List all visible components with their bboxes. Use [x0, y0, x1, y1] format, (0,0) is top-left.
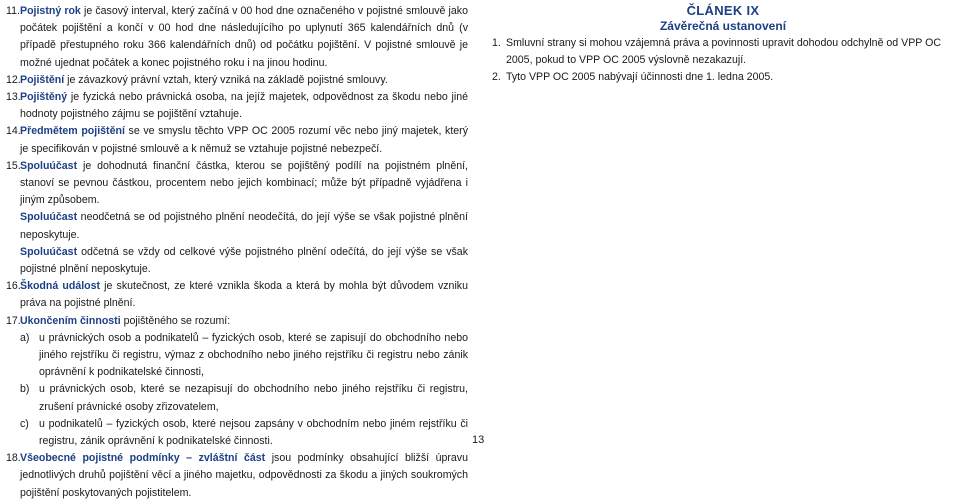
- defined-term: Spoluúčast: [20, 211, 78, 224]
- defined-term: Spoluúčast: [20, 245, 78, 258]
- final-provision-1: [492, 35, 954, 69]
- article-heading: [492, 3, 954, 34]
- definition-13: [6, 89, 468, 123]
- definition-text: je dohodnutá finanční částka, kterou se pojištěný podílí na pojistném plnění, stanoví se pevnou částkou, procentem nebo jejich kombinací; může být případně vyjádřena i jiným způsobem.: [20, 159, 468, 207]
- definition-17-c: [6, 416, 468, 450]
- definition-17: [6, 313, 468, 330]
- definition-15: [6, 158, 468, 210]
- paragraph-number: 17.: [6, 314, 21, 327]
- defined-term: Spoluúčast: [20, 159, 78, 172]
- article-title: ČLÁNEK IX: [686, 3, 760, 18]
- paragraph-number: 13.: [6, 91, 21, 104]
- definition-16: [6, 278, 468, 312]
- definition-text: je skutečnost, ze které vznikla škoda a která by mohla být důvodem vzniku práva na pojistné plnění.: [20, 280, 468, 310]
- defined-term: Pojištěný: [20, 91, 68, 104]
- defined-term: Ukončením činnosti: [20, 314, 121, 327]
- item-text: Tyto VPP OC 2005 nabývají účinnosti dne 1. ledna 2005.: [506, 71, 774, 84]
- item-text: Smluvní strany si mohou vzájemná práva a povinnosti upravit dohodou odchylně od VPP OC 2005, pokud to VPP OC 2005 výslovně nezakazují.: [506, 37, 941, 67]
- definition-18: [6, 450, 468, 502]
- item-number: 2.: [492, 71, 501, 84]
- paragraph-number: 14.: [6, 125, 21, 138]
- sub-item-text: u právnických osob, které se nezapisují do obchodního nebo jiného rejstříku či registru, zrušení právnické osoby zřizovatelem,: [39, 383, 468, 413]
- sub-item-label: b): [20, 383, 30, 396]
- definition-17-a: [6, 330, 468, 382]
- definition-text: jsou podmínky obsahující bližší úpravu jednotlivých druhů pojištění věcí a jiného majetku, odpovědnosti za škodu a jiných soukromých pojištění poskytovaných pojistitelem.: [20, 452, 468, 499]
- article-subtitle: Závěrečná ustanovení: [659, 19, 787, 33]
- sub-item-text: u podnikatelů – fyzických osob, které nejsou zapsány v obchodním nebo jiném rejstříku či registru, zánik oprávnění k podnikatelské činnosti.: [39, 417, 468, 448]
- left-column: [6, 3, 468, 502]
- paragraph-number: 18.: [6, 452, 21, 465]
- paragraph-number: 11.: [6, 5, 20, 17]
- defined-term: Škodná událost: [20, 280, 101, 293]
- defined-term: Pojištění: [20, 73, 65, 86]
- defined-term: Všeobecné pojistné podmínky – zvláštní část: [20, 452, 266, 465]
- definition-text: odčetná se vždy od celkové výše pojistného plnění odečítá, do její výše se však pojistné plnění neposkytuje.: [20, 245, 468, 276]
- final-provision-2: [492, 69, 954, 86]
- defined-term: Pojistný rok: [20, 5, 81, 17]
- item-number: 1.: [492, 37, 501, 49]
- definition-15-nondeductible: [6, 209, 468, 243]
- definition-15-deductible: [6, 244, 468, 278]
- paragraph-number: 15.: [6, 159, 21, 172]
- sub-item-label: a): [20, 331, 30, 344]
- sub-item-label: c): [20, 417, 29, 430]
- definition-text: je závazkový právní vztah, který vzniká na základě pojistné smlouvy.: [64, 73, 388, 86]
- definition-12: [6, 72, 468, 89]
- sub-item-text: u právnických osob a podnikatelů – fyzických osob, které se zapisují do obchodního nebo jiného rejstříku či registru, výmaz z obchodního nebo jiného rejstříku či registru nebo zánik oprávnění k podnikatelské činnosti,: [39, 331, 468, 379]
- paragraph-number: 12.: [6, 73, 21, 86]
- definition-text: pojištěného se rozumí:: [120, 314, 231, 327]
- definition-text: se ve smyslu těchto VPP OC 2005 rozumí věc nebo jiný majetek, který je specifikován v pojistné smlouvě a k němuž se vztahuje pojistné nebezpečí.: [20, 125, 468, 155]
- defined-term: Předmětem pojištění: [20, 125, 125, 138]
- paragraph-number: 16.: [6, 280, 21, 293]
- definition-17-b: [6, 381, 468, 415]
- final-provisions-list: [492, 35, 954, 87]
- definition-text: je fyzická nebo právnická osoba, na jejíž majetek, odpovědnost za škodu nebo jiné hodnoty pojistného zájmu se pojištění vztahuje.: [20, 91, 468, 121]
- definition-14: [6, 123, 468, 157]
- right-column: [492, 3, 954, 87]
- page-number: 13: [472, 434, 485, 446]
- definition-text: neodčetná se od pojistného plnění neodečítá, do její výše se však pojistné plnění neposkytuje.: [20, 211, 468, 241]
- definition-text: je časový interval, který začíná v 00 hod dne označeného v pojistné smlouvě jako počátek pojištění a končí v 00 hod dne následujícího po uplynutí 365 kalendářních dnů (v případě přestupného roku 366 kalendářních dnů) od počátku pojištění. V pojistné smlouvě je možné ujednat počátek a konec pojistného roku i na jinou hodinu.: [20, 5, 468, 69]
- definition-11: [6, 3, 468, 72]
